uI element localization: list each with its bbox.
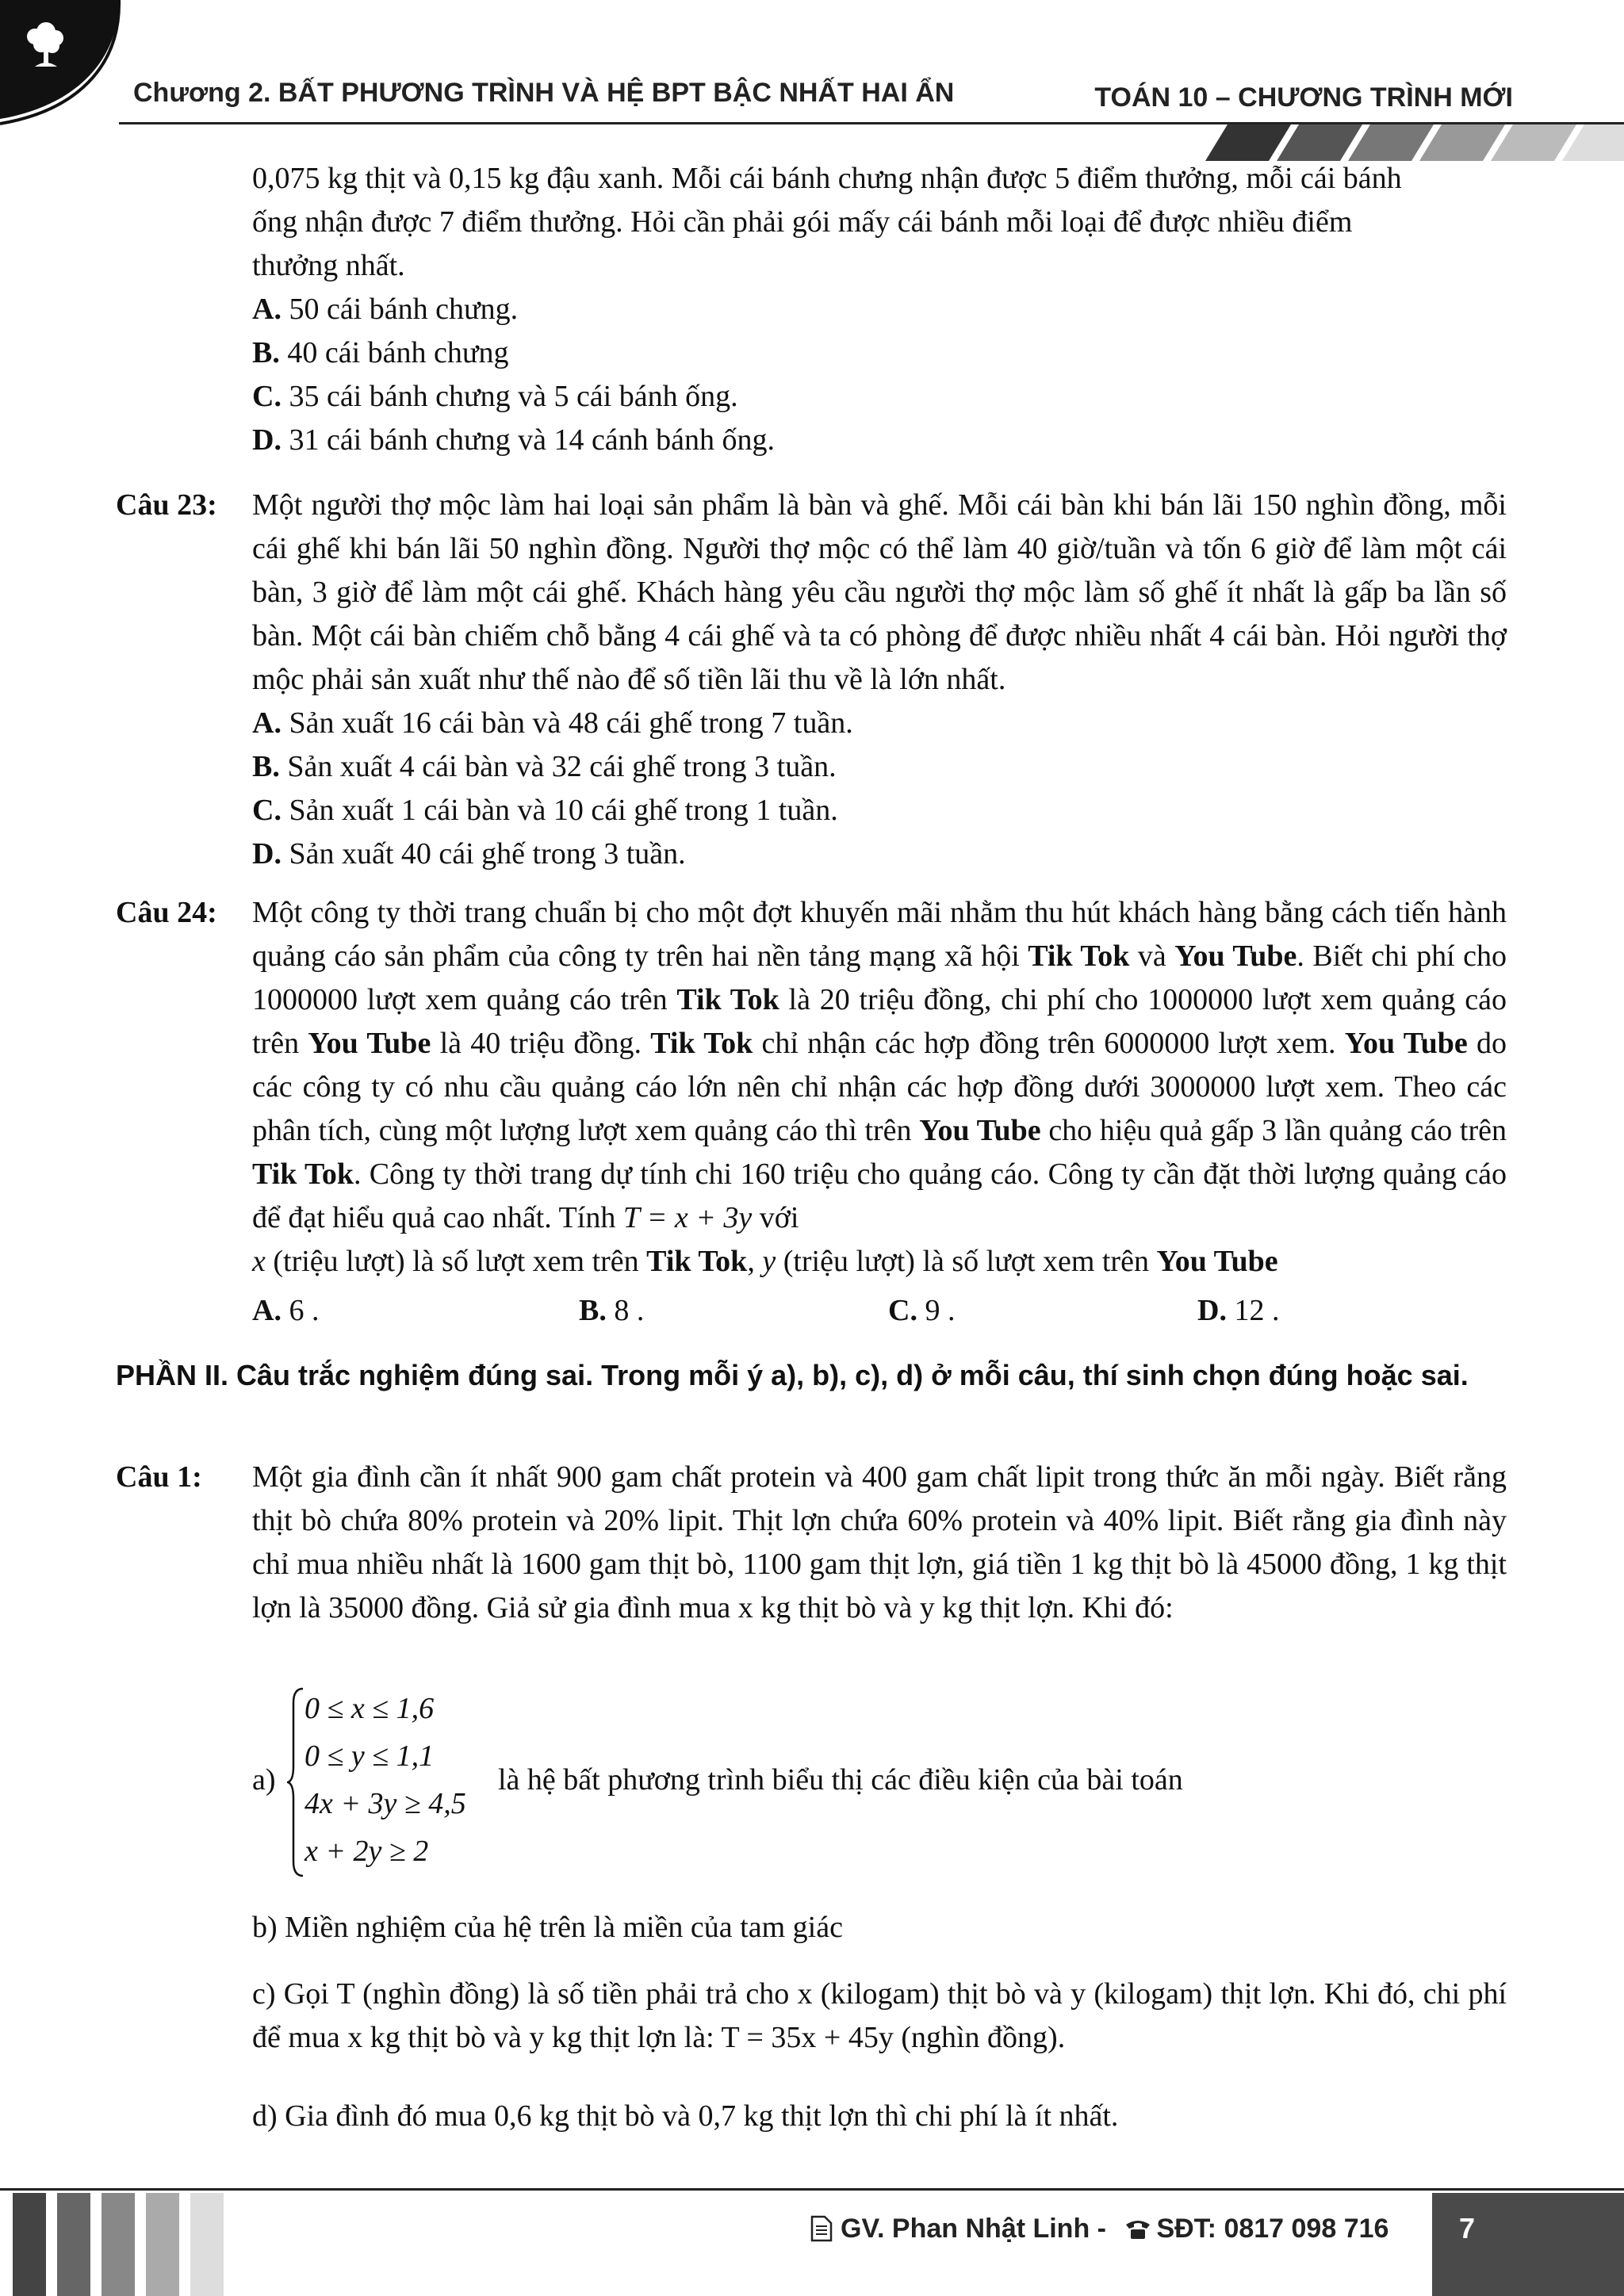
- course-title: TOÁN 10 – CHƯƠNG TRÌNH MỚI: [1094, 82, 1513, 113]
- q23-label: Câu 23:: [116, 488, 217, 522]
- q23-option-a[interactable]: A. Sản xuất 16 cái bàn và 48 cái ghế trong 7 tuần.: [252, 706, 853, 740]
- author-name: GV. Phan Nhật Linh: [841, 2214, 1090, 2244]
- formula-T: T = x + 3y: [622, 1201, 753, 1234]
- header-stripes-decoration: [1205, 124, 1624, 161]
- statement-c: c) Gọi T (nghìn đồng) là số tiền phải trả cho x (kilogam) thịt bò và y (kilogam) thịt lợn. Khi đó, chi phí để mua x kg thịt bò và y kg thịt lợn là: T = 35x + 45y (nghìn đồng).: [252, 1977, 1507, 2054]
- q24-option-d[interactable]: D. 12 .: [1197, 1294, 1280, 1327]
- q23-option-d[interactable]: D. Sản xuất 40 cái ghế trong 3 tuần.: [252, 837, 686, 871]
- tiktok-name: Tik Tok: [1028, 939, 1130, 973]
- footer-author-line: GV. Phan Nhật Linh - SĐT: 0817 098 716: [810, 2214, 1388, 2244]
- q23-option-c[interactable]: C. Sản xuất 1 cái bàn và 10 cái ghế trong 1 tuần.: [252, 794, 838, 827]
- statement-b: b) Miền nghiệm của hệ trên là miền của tam giác: [252, 1911, 843, 1944]
- system-line-3: 4x + 3y ≥ 4,5: [304, 1787, 466, 1820]
- q24-option-c[interactable]: C. 9 .: [888, 1294, 956, 1327]
- phone-number: SĐT: 0817 098 716: [1156, 2214, 1389, 2244]
- q24-option-a[interactable]: A. 6 .: [252, 1294, 320, 1327]
- document-icon: [810, 2215, 833, 2242]
- q22-option-d[interactable]: D. 31 cái bánh chưng và 14 cánh bánh ống.: [252, 423, 776, 457]
- footer-divider: [0, 2188, 1624, 2191]
- chapter-title: Chương 2. BẤT PHƯƠNG TRÌNH VÀ HỆ BPT BẬC NHẤT HAI ẨN: [133, 78, 955, 108]
- q22-continuation-line-3: thưởng nhất.: [252, 249, 405, 282]
- p2-q1-label: Câu 1:: [116, 1460, 202, 1494]
- system-line-1: 0 ≤ x ≤ 1,6: [304, 1692, 435, 1725]
- statement-a-text: là hệ bất phương trình biểu thị các điều kiện của bài toán: [498, 1763, 1183, 1797]
- q22-option-b[interactable]: B. 40 cái bánh chưng: [252, 336, 509, 369]
- youtube-name: You Tube: [1174, 939, 1297, 973]
- statement-a-label: a): [252, 1763, 276, 1797]
- page-number: 7: [1459, 2212, 1476, 2244]
- q24-variables-line: x (triệu lượt) là số lượt xem trên Tik Tok, y (triệu lượt) là số lượt xem trên You Tube: [252, 1245, 1278, 1278]
- chapter-corner-logo: [0, 0, 135, 127]
- system-line-2: 0 ≤ y ≤ 1,1: [304, 1739, 435, 1773]
- q22-option-c[interactable]: C. 35 cái bánh chưng và 5 cái bánh ống.: [252, 380, 738, 413]
- statement-d: d) Gia đình đó mua 0,6 kg thịt bò và 0,7 kg thịt lợn thì chi phí là ít nhất.: [252, 2099, 1119, 2133]
- system-brace: [287, 1687, 304, 1877]
- q24-label: Câu 24:: [116, 896, 217, 929]
- q23-stem: Một người thợ mộc làm hai loại sản phẩm là bàn và ghế. Mỗi cái bàn khi bán lãi 150 nghìn đồng, mỗi cái ghế khi bán lãi 50 nghìn đồng. Người thợ mộc có thể làm 40 giờ/tuần và tốn 6 giờ để làm một cái bàn, 3 giờ để làm một cái ghế. Khách hàng yêu cầu người thợ mộc làm số ghế ít nhất là gấp ba lần số bàn. Một cái bàn chiếm chỗ bằng 4 cái ghế và ta có phòng để được nhiều nhất 4 cái bàn. Hỏi người thợ mộc phải sản xuất như thế nào để số tiền lãi thu về là lớn nhất.: [252, 488, 1507, 696]
- q23-option-b[interactable]: B. Sản xuất 4 cái bàn và 32 cái ghế trong 3 tuần.: [252, 750, 837, 783]
- system-line-4: x + 2y ≥ 2: [304, 1835, 429, 1868]
- p2-q1-stem: Một gia đình cần ít nhất 900 gam chất protein và 400 gam chất lipit trong thức ăn mỗi ngày. Biết rằng thịt bò chứa 80% protein và 20% lipit. Thịt lợn chứa 60% protein và 40% lipit. Biết rằng gia đình này chỉ mua nhiều nhất là 1600 gam thịt bò, 1100 gam thịt lợn, giá tiền 1 kg thịt bò là 45000 đồng, 1 kg thịt lợn là 35000 đồng. Giả sử gia đình mua x kg thịt bò và y kg thịt lợn. Khi đó:: [252, 1460, 1507, 1624]
- q22-continuation-line-2: ống nhận được 7 điểm thưởng. Hỏi cần phải gói mấy cái bánh mỗi loại để được nhiều điểm: [252, 205, 1353, 239]
- q22-option-a[interactable]: A. 50 cái bánh chưng.: [252, 293, 519, 326]
- phone-icon: [1124, 2218, 1151, 2241]
- part-2-heading: PHẦN II. Câu trắc nghiệm đúng sai. Trong mỗi ý a), b), c), d) ở mỗi câu, thí sinh chọn đúng hoặc sai.: [116, 1359, 1469, 1391]
- footer-bars-decoration: [0, 2193, 254, 2296]
- q24-stem: Một công ty thời trang chuẩn bị cho một đợt khuyến mãi nhằm thu hút khách hàng bằng cách tiến hành quảng cáo sản phẩm của công ty trên hai nền tảng mạng xã hội Tik Tok và You Tube. Biết chi phí cho 1000000 lượt xem quảng cáo trên Tik Tok là 20 triệu đồng, chi phí cho 1000000 lượt xem quảng cáo trên You Tube là 40 triệu đồng. Tik Tok chỉ nhận các hợp đồng trên 6000000 lượt xem. You Tube do các công ty có nhu cầu quảng cáo lớn nên chỉ nhận các hợp đồng dưới 3000000 lượt xem. Theo các phân tích, cùng một lượng lượt xem quảng cáo thì trên You Tube cho hiệu quả gấp 3 lần quảng cáo trên Tik Tok. Công ty thời trang dự tính chi 160 triệu cho quảng cáo. Công ty cần đặt thời lượng quảng cáo để đạt hiểu quả cao nhất. Tính T = x + 3y với: [252, 896, 1507, 1234]
- q24-option-b[interactable]: B. 8 .: [579, 1294, 645, 1327]
- q22-continuation-line-1: 0,075 kg thịt và 0,15 kg đậu xanh. Mỗi cái bánh chưng nhận được 5 điểm thưởng, mỗi cái bánh: [252, 162, 1402, 195]
